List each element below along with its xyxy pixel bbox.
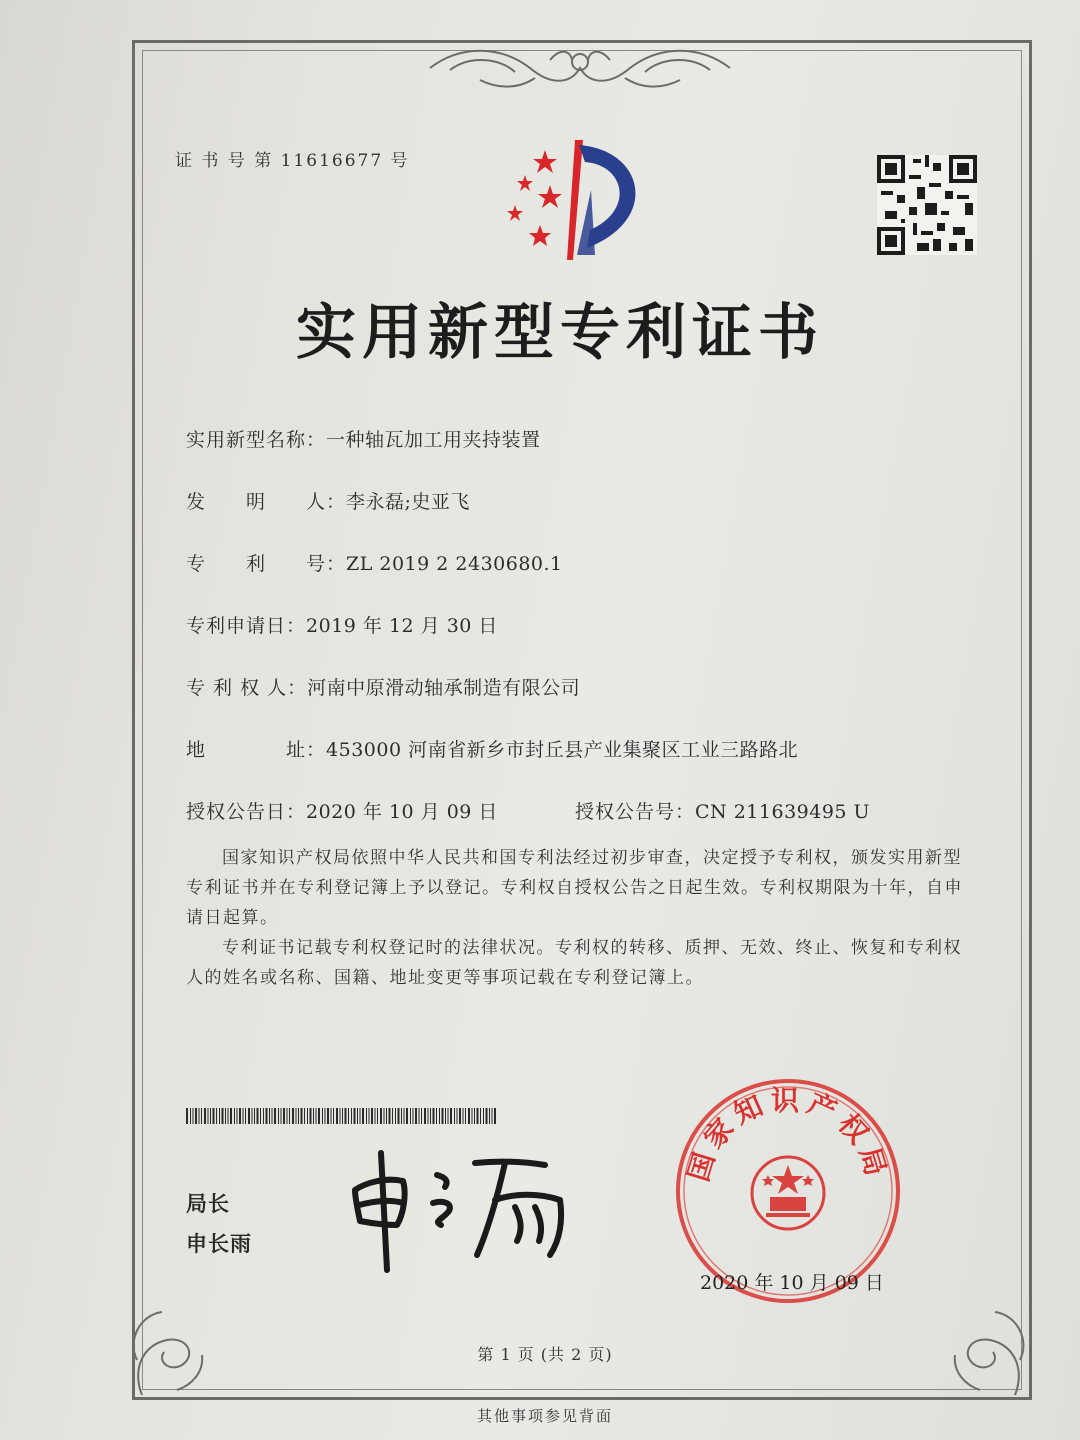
field-value: 2020 年 10 月 09 日	[306, 801, 498, 823]
director-signature-icon	[345, 1145, 585, 1275]
statement-paragraph-2: 专利证书记载专利权登记时的法律状况。专利权的转移、质押、无效、终止、恢复和专利权人的姓名或名称、国籍、地址变更等事项记载在专利登记簿上。	[186, 938, 962, 988]
barcode-icon	[186, 1108, 498, 1124]
field-value: 一种轴瓦加工用夹持装置	[326, 429, 541, 451]
qr-code-icon	[877, 155, 977, 255]
field-label: 授权公告日：	[186, 801, 307, 823]
seal-date: 2020 年 10 月 09 日	[700, 1272, 884, 1294]
field-label: 专 利 号：	[186, 553, 347, 575]
field-value: 河南中原滑动轴承制造有限公司	[307, 677, 581, 699]
director-name: 申长雨	[186, 1232, 252, 1256]
field-patentee	[186, 673, 580, 700]
top-ornament-icon	[420, 40, 740, 95]
field-patent-number	[186, 549, 563, 576]
field-value: 李永磊;史亚飞	[346, 491, 470, 513]
statement-paragraph-1: 国家知识产权局依照中华人民共和国专利法经过初步审查，决定授予专利权，颁发实用新型专利证书并在专利登记簿上予以登记。专利权自授权公告之日起生效。专利权期限为十年，自申请日起算。	[186, 848, 963, 928]
seal-text: 国家知识产权局	[681, 1084, 895, 1186]
field-filing-date	[186, 611, 498, 638]
field-label: 专利申请日：	[186, 615, 307, 637]
field-value: 453000 河南省新乡市封丘县产业集聚区工业三路路北	[326, 739, 799, 761]
field-label: 授权公告号：	[575, 801, 696, 823]
cnipa-logo-icon	[495, 130, 660, 270]
certificate-number: 证 书 号 第 11616677 号	[175, 151, 410, 171]
page-number: 第 1 页 (共 2 页)	[477, 1345, 613, 1364]
field-label: 实用新型名称：	[186, 429, 327, 451]
field-grant-date	[186, 797, 498, 824]
field-grant-publication-number	[575, 797, 870, 824]
field-label: 发 明 人：	[186, 491, 347, 513]
field-label: 地 址：	[186, 739, 327, 761]
field-address	[186, 735, 798, 762]
field-value: ZL 2019 2 2430680.1	[346, 553, 563, 575]
footer-note: 其他事项参见背面	[476, 1407, 613, 1425]
field-label: 专 利 权 人：	[186, 677, 308, 699]
field-value: CN 211639495 U	[695, 801, 871, 823]
field-utility-model-name	[186, 425, 541, 452]
field-value: 2019 年 12 月 30 日	[306, 615, 498, 637]
certificate-title: 实用新型专利证书	[296, 298, 824, 368]
director-title: 局长	[186, 1192, 230, 1216]
field-inventor	[186, 487, 470, 514]
